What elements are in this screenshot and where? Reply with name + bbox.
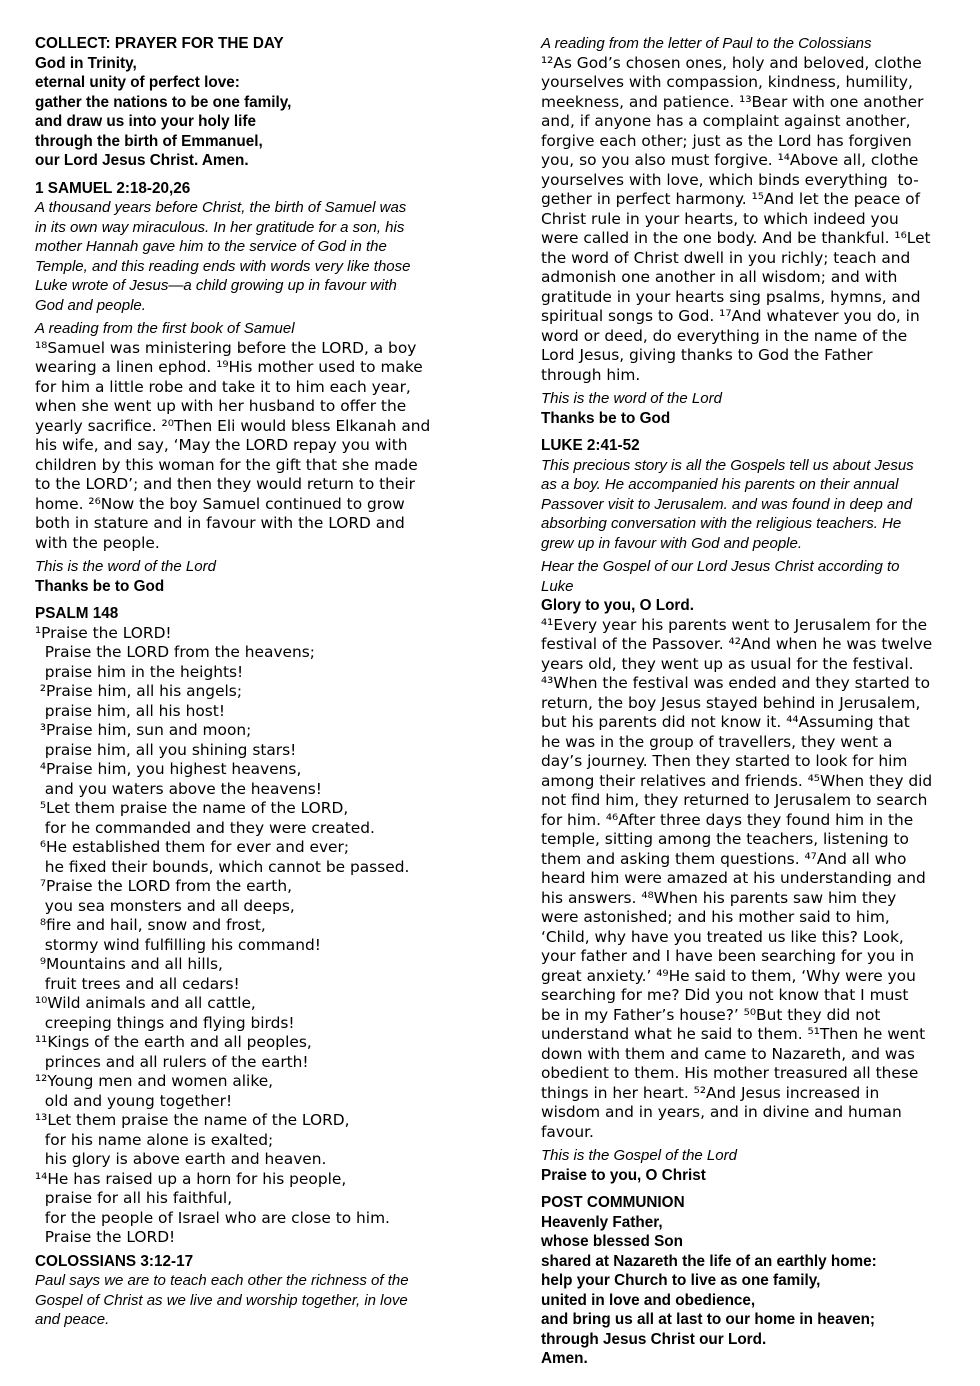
luke-verse-line: your father and I have been searching for you in	[541, 947, 915, 965]
luke-verse-line: years old, they went up as usual for the festival.	[541, 654, 914, 673]
psalm-line: ⁵Let them praise the name of the LORD,	[35, 799, 349, 817]
post-communion-line: through Jesus Christ our Lord.	[541, 1330, 767, 1348]
samuel-intro-line: Temple, and this reading ends with words very like those	[35, 257, 411, 275]
psalm-line: you sea monsters and all deeps,	[35, 896, 295, 915]
psalm-line: old and young together!	[35, 1091, 233, 1110]
psalm-line: creeping things and flying birds!	[35, 1013, 295, 1032]
samuel-verse-line: for him a little robe and take it to him each year,	[35, 377, 411, 396]
luke-verse-line: temple, sitting among the teachers, listening to	[541, 830, 909, 848]
psalm-line: ¹²Young men and women alike,	[35, 1072, 274, 1090]
psalm-line: ²Praise him, all his angels;	[35, 682, 243, 700]
samuel-announcement: A reading from the first book of Samuel	[35, 320, 295, 337]
collect-line: gather the nations to be one family,	[35, 93, 292, 111]
psalm-line: for he commanded and they were created.	[35, 818, 375, 837]
samuel-intro-line: mother Hannah gave him to the service of God in the	[35, 238, 387, 255]
samuel-intro-line: Luke wrote of Jesus—a child growing up in favour with	[35, 277, 397, 294]
samuel-verse-line: wearing a linen ephod. ¹⁹His mother used to make	[35, 358, 423, 376]
samuel-verse-line: yearly sacrifice. ²⁰Then Eli would bless Elkanah and	[35, 416, 431, 435]
colossians-verse-line: were called in the one body. And be thankful. ¹⁶Let	[541, 229, 931, 247]
psalm-line: stormy wind fulfilling his command!	[35, 935, 321, 954]
psalm-line: praise him, all his host!	[35, 701, 225, 720]
luke-verse-line: his answers. ⁴⁸When his parents saw him they	[541, 888, 897, 907]
post-communion-section	[541, 1193, 961, 1369]
post-communion-line: whose blessed Son	[541, 1233, 683, 1250]
post-communion-line: and bring us all at last to our home in heaven;	[541, 1311, 876, 1328]
luke-response: Praise to you, O Christ	[541, 1166, 706, 1184]
colossians-verse-line: ¹²As God’s chosen ones, holy and beloved, clothe	[541, 53, 922, 72]
luke-section	[541, 436, 961, 1185]
luke-verse-line: not find him, they returned to Jerusalem to search	[541, 791, 928, 809]
luke-acclamation: Glory to you, O Lord.	[541, 597, 694, 614]
colossians-verse-line: gether in perfect harmony. ¹⁵And let the peace of	[541, 190, 921, 208]
psalm-line: Praise the LORD from the heavens;	[35, 643, 315, 661]
luke-verse-line: ⁴³When the festival was ended and they started to	[541, 674, 931, 692]
luke-verse-line: down with them and came to Nazareth, and was	[541, 1044, 915, 1063]
psalm-heading: PSALM 148	[35, 605, 119, 622]
luke-verse-line: them and asking them questions. ⁴⁷And all who	[541, 849, 907, 868]
luke-verse-line: understand what he said to them. ⁵¹Then he went	[541, 1025, 926, 1043]
psalm-line: ⁴Praise him, you highest heavens,	[35, 760, 302, 778]
luke-verse-line: things in her heart. ⁵²And Jesus increased in	[541, 1083, 880, 1102]
colossians-verse-line: and, if anyone has a complaint against another,	[541, 112, 911, 130]
psalm-line: praise him in the heights!	[35, 662, 244, 681]
collect-line: God in Trinity,	[35, 54, 137, 72]
post-communion-line: united in love and obedience,	[541, 1291, 756, 1309]
psalm-line: for his name alone is exalted;	[35, 1130, 274, 1149]
luke-verse-line: among their relatives and friends. ⁴⁵When they did	[541, 771, 933, 790]
luke-intro-line: This precious story is all the Gospels tell us about Jesus	[541, 456, 914, 474]
samuel-verse-line: both in stature and in favour with the LORD and	[35, 514, 405, 532]
luke-heading: LUKE 2:41-52	[541, 437, 640, 454]
psalm-line: his glory is above earth and heaven.	[35, 1150, 327, 1168]
psalm-line: ¹¹Kings of the earth and all peoples,	[35, 1033, 312, 1051]
luke-verse-line: return, the boy Jesus stayed behind in Jerusalem,	[541, 693, 921, 712]
luke-verse-line: favour.	[541, 1122, 594, 1141]
colossians-verse-line: gratitude in your hearts sing psalms, hymns, and	[541, 287, 921, 306]
right-column	[541, 34, 961, 1369]
colossians-verse-line: the word of Christ dwell in you richly; teach and	[541, 248, 911, 267]
samuel-verse-line: home. ²⁶Now the boy Samuel continued to grow	[35, 494, 405, 513]
colossians-verse-line: yourselves with compassion, kindness, humility,	[541, 73, 913, 91]
colossians-intro-line: and peace.	[35, 1311, 110, 1328]
psalm-line: ⁷Praise the LORD from the earth,	[35, 877, 292, 895]
psalm-line: ⁸fire and hail, snow and frost,	[35, 916, 266, 934]
luke-verse-line: were astonished; and his mother said to him,	[541, 908, 890, 926]
colossians-verse-line: forgive each other; just as the Lord has forgiven	[541, 131, 912, 150]
luke-intro-line: Passover visit to Jerusalem. and was found in deep and	[541, 495, 913, 513]
luke-verse-line: he was in the group of travellers, they went a	[541, 732, 893, 751]
psalm-line: praise for all his faithful,	[35, 1189, 233, 1207]
psalm-line: fruit trees and all cedars!	[35, 974, 240, 993]
samuel-intro-line: A thousand years before Christ, the birth of Samuel was	[35, 199, 407, 216]
samuel-verse-line: to the LORD’; and then they would return to their	[35, 475, 416, 493]
luke-verse-line: be in my Father’s house?’ ⁵⁰But they did not	[541, 1005, 881, 1024]
samuel-heading: 1 SAMUEL 2:18-20,26	[35, 179, 191, 197]
colossians-intro-line: Gospel of Christ as we live and worship together, in love	[35, 1291, 408, 1309]
luke-verse-line: great anxiety.’ ⁴⁹He said to them, ‘Why were you	[541, 966, 916, 985]
luke-intro-line: absorbing conversation with the religious teachers. He	[541, 515, 902, 532]
samuel-verse-line: with the people.	[35, 533, 160, 552]
collect-line: through the birth of Emmanuel,	[35, 132, 263, 150]
colossians-verse-line: meekness, and patience. ¹³Bear with one another	[541, 92, 924, 111]
collect-line: our Lord Jesus Christ. Amen.	[35, 152, 249, 169]
psalm-line: he fixed their bounds, which cannot be passed.	[35, 857, 410, 876]
luke-verse-line: but his parents did not know it. ⁴⁴Assuming that	[541, 713, 910, 731]
luke-intro-line: grew up in favour with God and people.	[541, 534, 802, 552]
colossians-verse-line: Christ rule in your hearts, to which indeed you	[541, 209, 899, 228]
post-communion-line: shared at Nazareth the life of an earthly home:	[541, 1252, 877, 1270]
samuel-close: This is the word of the Lord	[35, 558, 216, 575]
luke-verse-line: ‘Child, why have you treated us like this? Look,	[541, 927, 904, 946]
luke-verse-line: day’s journey. Then they started to look for him	[541, 752, 908, 770]
post-communion-heading: POST COMMUNION	[541, 1194, 685, 1211]
colossians-verse-line: word or deed, do everything in the name of the	[541, 326, 908, 345]
samuel-verse-line: when she went up with her husband to offer the	[35, 397, 407, 415]
samuel-verse-line: ¹⁸Samuel was ministering before the LORD, a boy	[35, 338, 417, 357]
psalm-line: ³Praise him, sun and moon;	[35, 721, 252, 739]
collect-heading: COLLECT: PRAYER FOR THE DAY	[35, 35, 284, 52]
collect-line: and draw us into your holy life	[35, 113, 256, 130]
luke-verse-line: obedient to them. His mother treasured all these	[541, 1064, 919, 1082]
samuel-response: Thanks be to God	[35, 577, 165, 595]
post-communion-line: Amen.	[541, 1350, 588, 1367]
colossians-heading: COLOSSIANS 3:12-17	[35, 1252, 194, 1270]
luke-verse-line: festival of the Passover. ⁴²And when he was twelve	[541, 635, 933, 653]
psalm-line: ¹³Let them praise the name of the LORD,	[35, 1111, 350, 1129]
collect-line: eternal unity of perfect love:	[35, 74, 240, 91]
luke-verse-line: wisdom and in years, and in divine and human	[541, 1103, 902, 1121]
colossians-verse-line: admonish one another in all wisdom; and with	[541, 268, 898, 286]
samuel-intro-line: in its own way miraculous. In her gratitude for a son, his	[35, 218, 405, 236]
colossians-intro-line: Paul says we are to teach each other the richness of the	[35, 1272, 409, 1289]
samuel-intro-line: God and people.	[35, 296, 146, 314]
psalm-line: Praise the LORD!	[35, 1228, 176, 1246]
samuel-verse-line: children by this woman for the gift that she made	[35, 455, 418, 474]
colossians-verse-line: Lord Jesus, giving thanks to God the Father	[541, 346, 873, 364]
luke-announcement: Hear the Gospel of our Lord Jesus Christ according to	[541, 558, 900, 575]
psalm-line: princes and all rulers of the earth!	[35, 1052, 309, 1071]
psalm-section	[35, 604, 465, 1248]
psalm-line: ⁹Mountains and all hills,	[35, 955, 223, 973]
colossians-verse-line: you, so you also must forgive. ¹⁴Above all, clothe	[541, 151, 919, 169]
samuel-section	[35, 179, 465, 597]
samuel-verse-line: his wife, and say, ‘May the LORD repay you with	[35, 436, 408, 454]
psalm-line: ⁶He established them for ever and ever;	[35, 838, 350, 856]
psalm-line: for the people of Israel who are close to him.	[35, 1208, 390, 1227]
psalm-line: ¹Praise the LORD!	[35, 623, 172, 642]
psalm-line: and you waters above the heavens!	[35, 779, 322, 798]
luke-verse-line: heard him were amazed at his understanding and	[541, 869, 926, 887]
luke-verse-line: for him. ⁴⁶After three days they found him in the	[541, 810, 914, 829]
post-communion-line: help your Church to live as one family,	[541, 1272, 821, 1289]
collect-section	[35, 34, 465, 171]
colossians-response: Thanks be to God	[541, 409, 671, 427]
colossians-verse-line: yourselves with love, which binds everything to-	[541, 170, 919, 189]
luke-close: This is the Gospel of the Lord	[541, 1147, 737, 1164]
post-communion-line: Heavenly Father,	[541, 1213, 663, 1231]
colossians-section	[541, 34, 961, 428]
psalm-line: ¹⁴He has raised up a horn for his people,	[35, 1169, 347, 1188]
colossians-announcement: A reading from the letter of Paul to the Colossians	[541, 35, 872, 52]
colossians-close: This is the word of the Lord	[541, 390, 722, 407]
luke-verse-line: ⁴¹Every year his parents went to Jerusalem for the	[541, 615, 928, 634]
psalm-line: praise him, all you shining stars!	[35, 740, 297, 759]
colossians-intro-section	[35, 1252, 465, 1330]
luke-intro-line: as a boy. He accompanied his parents on their annual	[541, 476, 899, 493]
left-column	[35, 34, 465, 1330]
colossians-verse-line: through him.	[541, 365, 641, 384]
luke-announcement: Luke	[541, 577, 574, 595]
luke-verse-line: searching for me? Did you not know that I must	[541, 986, 909, 1004]
colossians-verse-line: spiritual songs to God. ¹⁷And whatever you do, in	[541, 307, 920, 325]
psalm-line: ¹⁰Wild animals and all cattle,	[35, 994, 256, 1012]
